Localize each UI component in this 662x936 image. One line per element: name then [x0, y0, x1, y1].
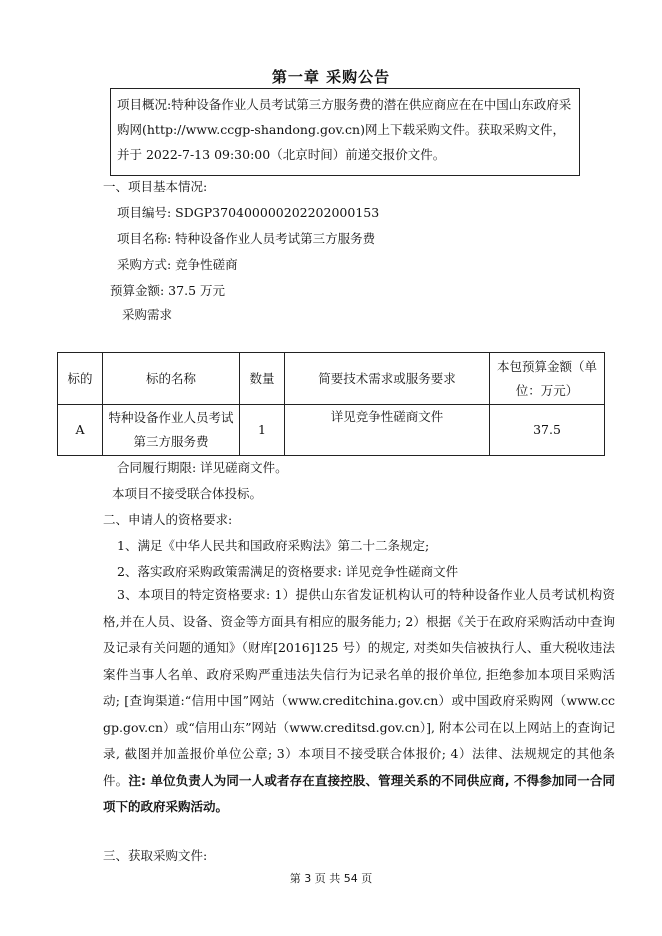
section3-heading: 三、获取采购文件: — [103, 848, 208, 863]
qualification-item-3 — [103, 582, 615, 821]
header-requirements: 简要技术需求或服务要求 — [285, 353, 490, 405]
page-footer: 第 3 页 共 54 页 — [289, 872, 373, 885]
header-budget: 本包预算金额（单位：万元） — [490, 353, 605, 405]
qualification-item-2: 2、落实政府采购政策需满足的资格要求: 详见竞争性磋商文件 — [117, 564, 459, 579]
cell-lot: A — [58, 405, 103, 456]
section1-heading: 一、项目基本情况: — [103, 179, 208, 194]
project-number: 项目编号: SDGP370400000202202000153 — [117, 205, 380, 220]
header-lot: 标的 — [58, 353, 103, 405]
qualification-item-1: 1、满足《中华人民共和国政府采购法》第二十二条规定; — [117, 538, 430, 553]
chapter-title: 第一章 采购公告 — [271, 68, 391, 86]
cell-quantity: 1 — [240, 405, 285, 456]
requirements-label: 采购需求 — [122, 307, 173, 322]
qualification-note-bold: 注: 单位负责人为同一人或者存在直接控股、管理关系的不同供应商, 不得参加同一合同项下的政府采购活动。 — [103, 772, 615, 814]
header-quantity: 数量 — [240, 353, 285, 405]
header-item-name: 标的名称 — [103, 353, 240, 405]
procurement-method: 采购方式: 竞争性磋商 — [117, 257, 238, 272]
project-name: 项目名称: 特种设备作业人员考试第三方服务费 — [117, 231, 376, 246]
cell-requirements: 详见竞争性磋商文件 — [285, 405, 490, 456]
consortium-note: 本项目不接受联合体投标。 — [112, 486, 263, 501]
project-overview-box: 项目概况:特种设备作业人员考试第三方服务费的潜在供应商应在在中国山东政府采购网(http://www.ccgp-shandong.gov.cn)网上下载采购文件。获取采购文件，并于 2022-7-13 09:30:00（北京时间）前递交报价文件。 — [110, 88, 580, 176]
procurement-table — [57, 352, 605, 456]
table-header-row — [58, 353, 605, 405]
cell-item-name: 特种设备作业人员考试第三方服务费 — [103, 405, 240, 456]
contract-period: 合同履行期限: 详见磋商文件。 — [117, 460, 288, 475]
table-row — [58, 405, 605, 456]
section2-heading: 二、申请人的资格要求: — [103, 512, 233, 527]
qualification-item-3-text: 3、本项目的特定资格要求: 1）提供山东省发证机构认可的特种设备作业人员考试机构资格,并在人员、设备、资金等方面具有相应的服务能力; 2）根据《关于在政府采购活动中查询及记录有关问题的通知》（财库[2016]125 号）的规定, 对类如失信被执行人、重大税收违法案件当事人名单、政府采购严重违法失信行为记录名单的报价单位, 拒绝参加本项目采购活动; [查询渠道:“信用中国”网站（www.creditchina.gov.cn）或中国政府采购网（www.ccgp.gov.cn）或“信用山东”网站（www.creditsd.gov.cn）], 附本公司在以上网站上的查询记录, 截图并加盖报价单位公章; 3）本项目不接受联合体报价; 4）法律、法规规定的其他条件。 — [103, 587, 615, 788]
cell-budget: 37.5 — [490, 405, 605, 456]
budget-amount: 预算金额: 37.5 万元 — [110, 283, 225, 298]
